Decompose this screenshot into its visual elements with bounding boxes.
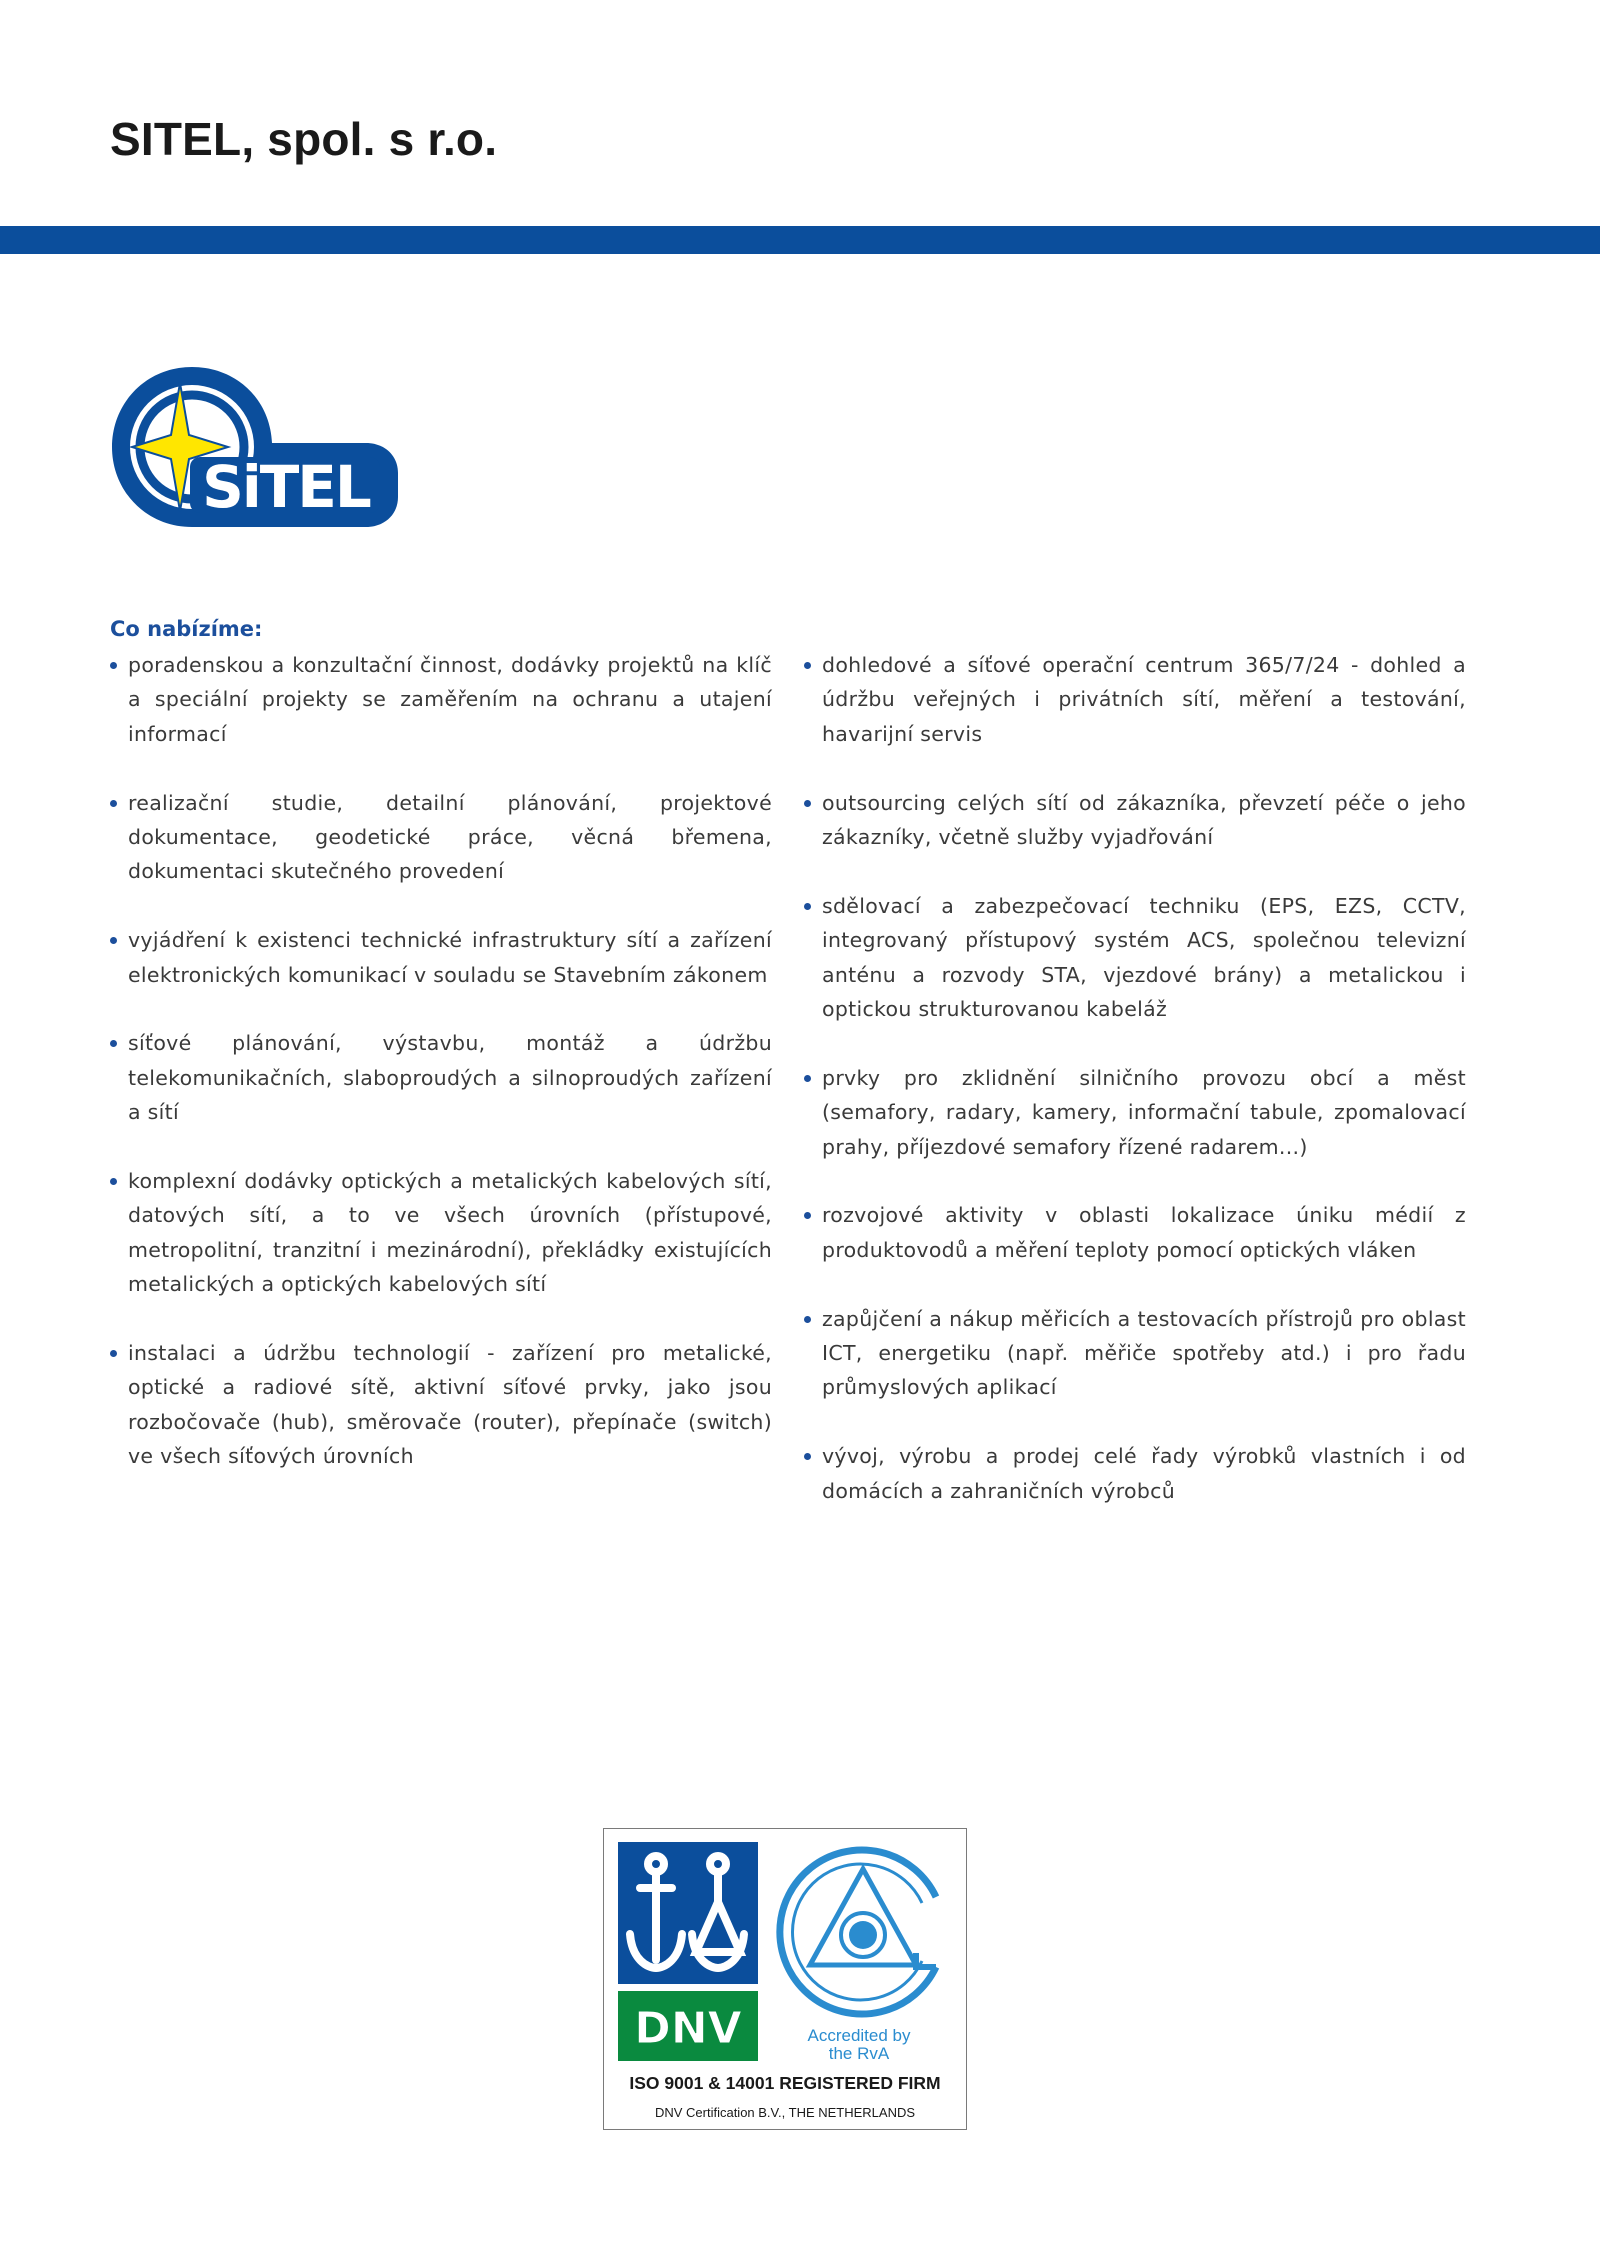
offer-list-left bbox=[110, 648, 772, 1508]
list-item: realizační studie, detailní plánování, projektové dokumentace, geodetické práce, věcná břemena, dokumentaci skutečného provedení bbox=[110, 786, 772, 889]
offer-list-right bbox=[804, 648, 1466, 1542]
list-item: prvky pro zklidnění silničního provozu obcí a měst (semafory, radary, kamery, informační tabule, zpomalovací prahy, příjezdové semafory řízené radarem...) bbox=[804, 1061, 1466, 1164]
dnv-label: DNV bbox=[634, 2003, 742, 2054]
rva-accreditation-icon bbox=[776, 1839, 958, 2025]
dnv-anchor-icon bbox=[618, 1842, 758, 1984]
list-item: síťové plánování, výstavbu, montáž a údržbu telekomunikačních, slaboproudých a silnoproudých zařízení a sítí bbox=[110, 1026, 772, 1129]
list-item: poradenskou a konzultační činnost, dodávky projektů na klíč a speciální projekty se zaměřením na ochranu a utajení informací bbox=[110, 648, 772, 751]
list-item: zapůjčení a nákup měřicích a testovacích přístrojů pro oblast ICT, energetiku (např. měřiče spotřeby atd.) i pro řadu průmyslových aplikací bbox=[804, 1302, 1466, 1405]
header-blue-bar bbox=[0, 226, 1600, 254]
dnv-issuer-text: DNV Certification B.V., THE NETHERLANDS bbox=[654, 2105, 916, 2120]
dnv-logo bbox=[618, 1991, 758, 2061]
logo-wordmark: SiTEL bbox=[202, 453, 370, 521]
list-item: dohledové a síťové operační centrum 365/7/24 - dohled a údržbu veřejných i privátních sítí, měření a testování, havarijní servis bbox=[804, 648, 1466, 751]
list-item: sdělovací a zabezpečovací techniku (EPS, EZS, CCTV, integrovaný přístupový systém ACS, společnou televizní anténu a rozvody STA, vjezdové brány) a metalickou i optickou strukturovanou kabeláž bbox=[804, 889, 1466, 1027]
list-item: vyjádření k existenci technické infrastruktury sítí a zařízení elektronických komunikací v souladu se Stavebním zákonem bbox=[110, 923, 772, 992]
page-title: SITEL, spol. s r.o. bbox=[110, 113, 498, 165]
sitel-logo-graphic bbox=[110, 365, 400, 530]
list-item: instalaci a údržbu technologií - zařízení pro metalické, optické a radiové sítě, aktivní síťové prvky, jako jsou rozbočovače (hub), směrovače (router), přepínače (switch) ve všech síťových úrovních bbox=[110, 1336, 772, 1474]
list-item: rozvojové aktivity v oblasti lokalizace úniku médií z produktovodů a měření teploty pomocí optických vláken bbox=[804, 1198, 1466, 1267]
sitel-logo bbox=[110, 365, 400, 530]
list-item: outsourcing celých sítí od zákazníka, převzetí péče o jeho zákazníky, včetně služby vyjadřování bbox=[804, 786, 1466, 855]
iso-registered-text: ISO 9001 & 14001 REGISTERED FIRM bbox=[629, 2073, 941, 2093]
list-item: vývoj, výrobu a prodej celé řady výrobků vlastních i od domácích a zahraničních výrobců bbox=[804, 1439, 1466, 1508]
rva-accredited-text: Accredited by the RvA bbox=[807, 2026, 911, 2063]
certification-box bbox=[603, 1828, 967, 2130]
offer-heading: Co nabízíme: bbox=[110, 617, 263, 641]
list-item: komplexní dodávky optických a metalických kabelových sítí, datových sítí, a to ve všech úrovních (přístupové, metropolitní, tranzitní i mezinárodní), překládky existujících metalických a optických kabelových sítí bbox=[110, 1164, 772, 1302]
